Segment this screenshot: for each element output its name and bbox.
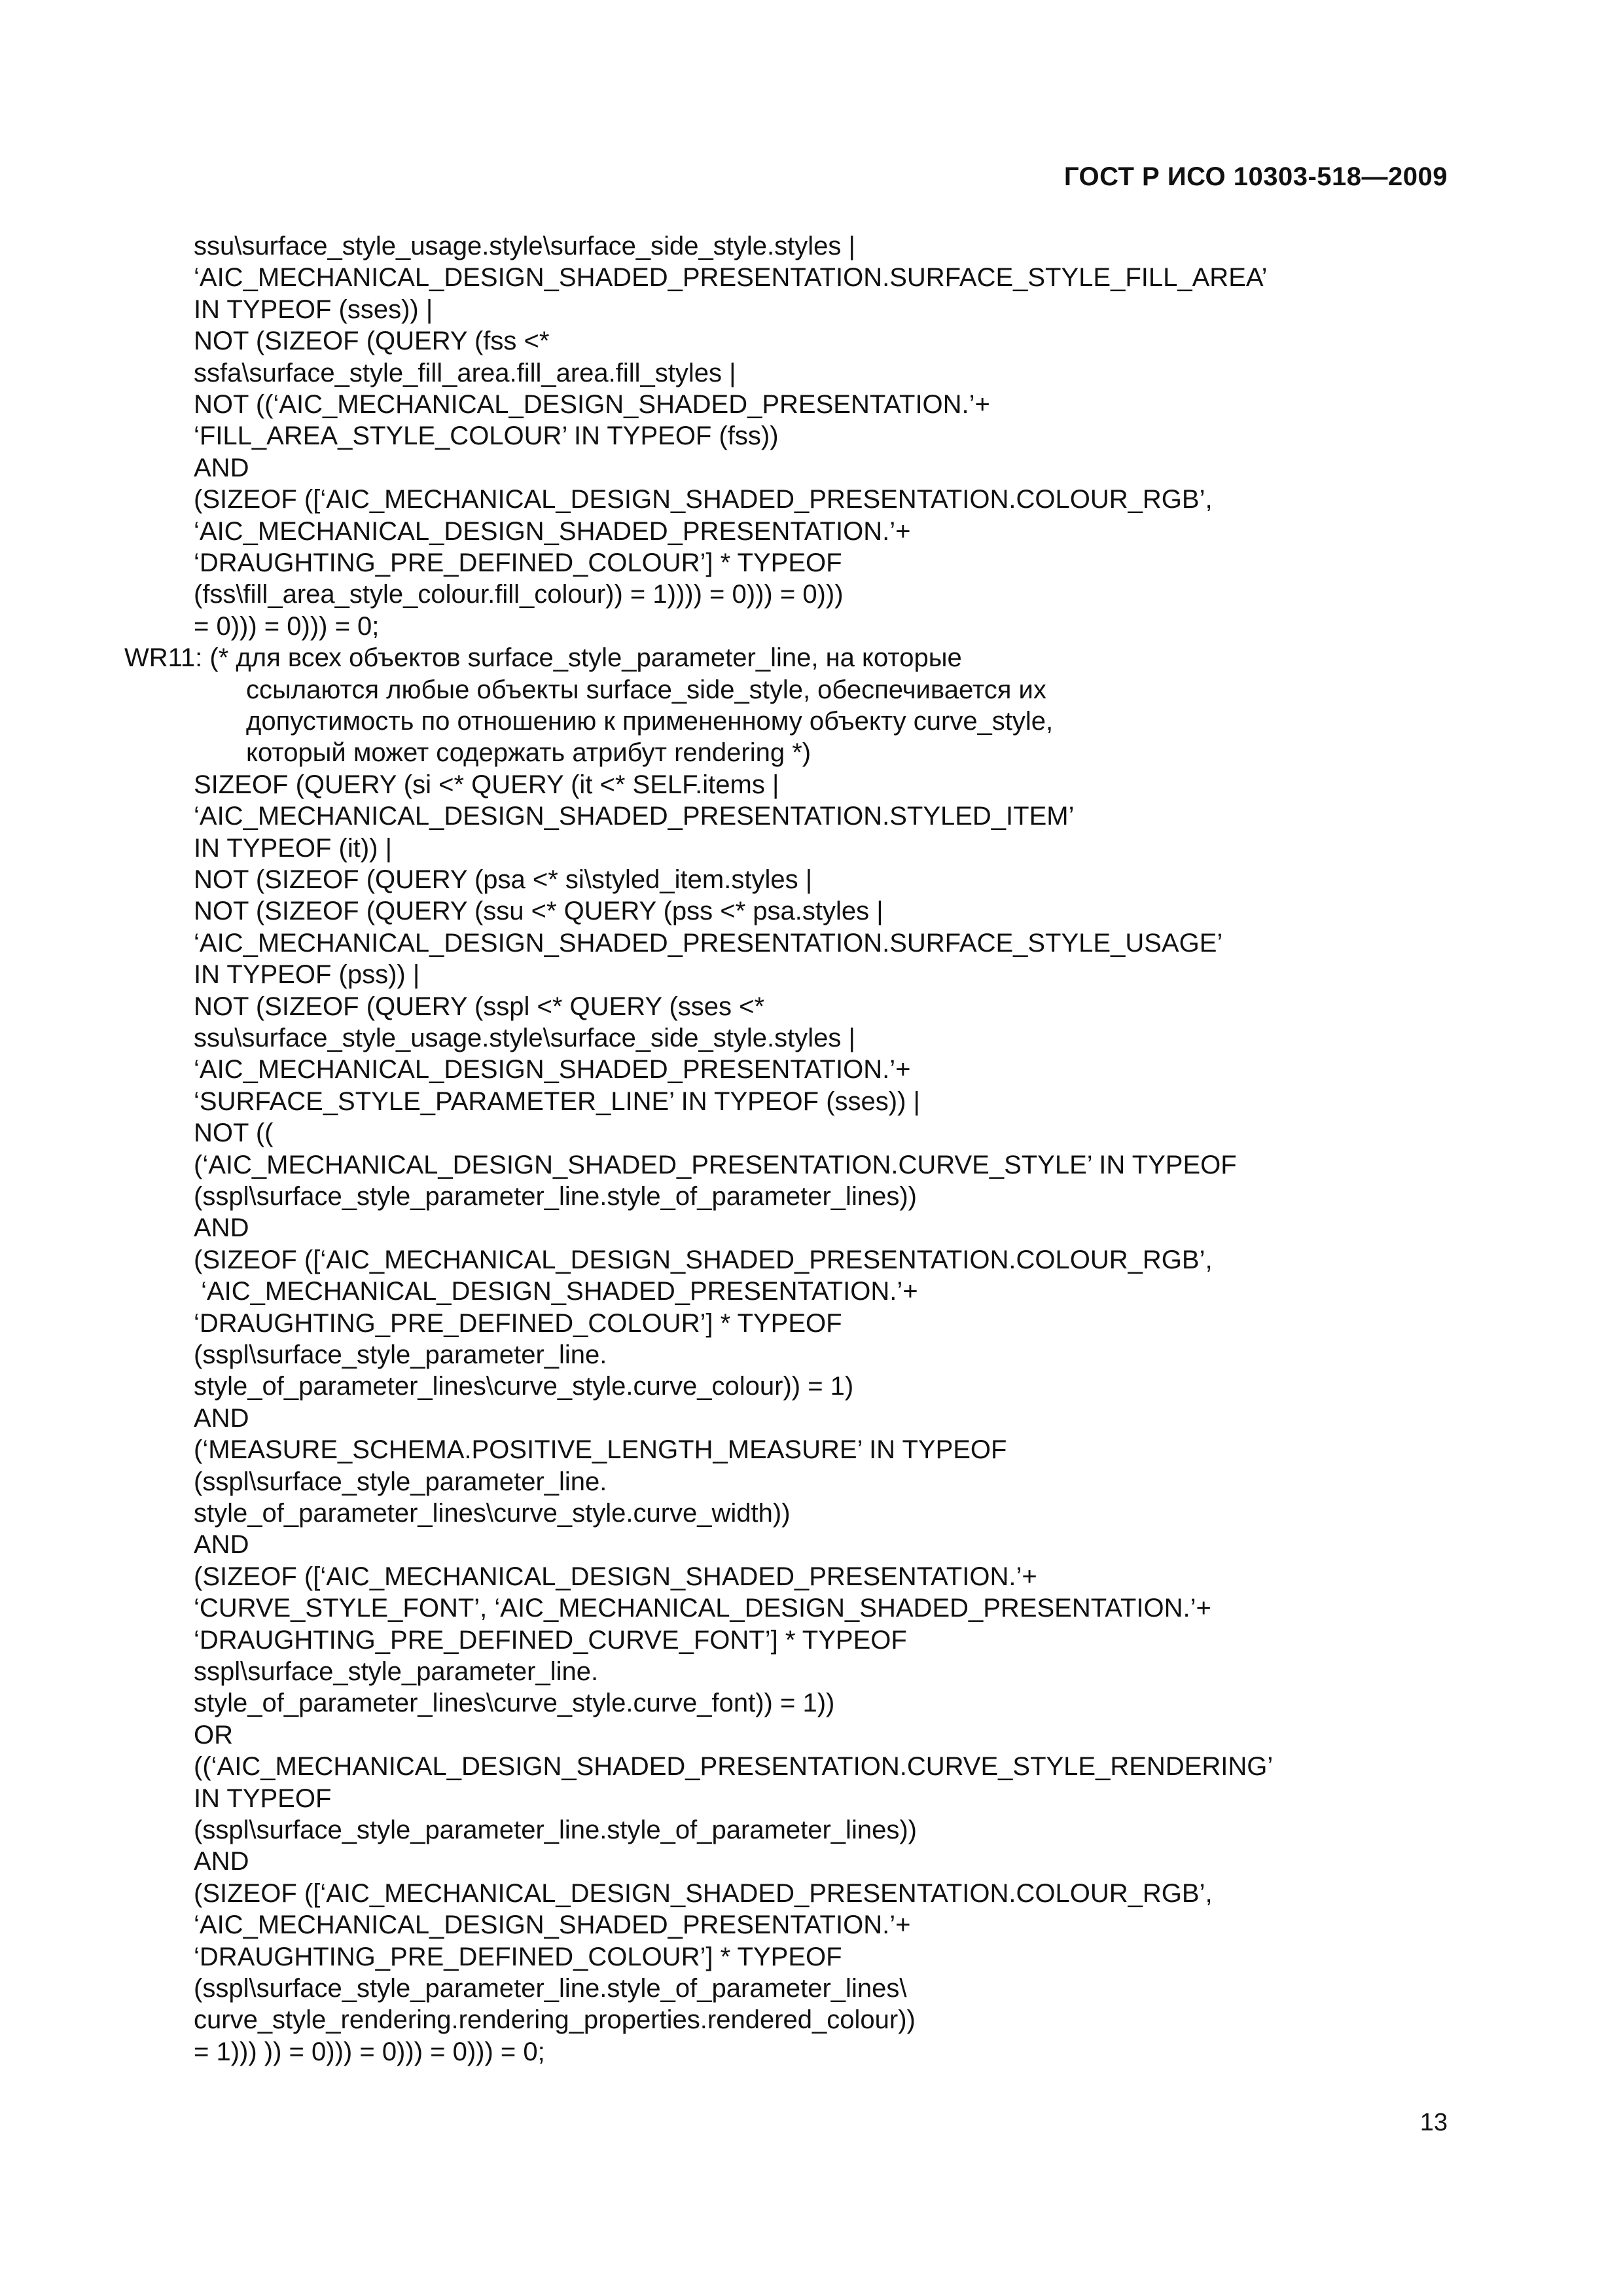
code-line: (sspl\surface_style_parameter_line.style_of_parameter_lines\ (194, 1974, 907, 2003)
code-line: ‘CURVE_STYLE_FONT’, ‘AIC_MECHANICAL_DESIGN_SHADED_PRESENTATION.’+ (194, 1594, 1211, 1623)
code-line: ‘AIC_MECHANICAL_DESIGN_SHADED_PRESENTATION.SURFACE_STYLE_FILL_AREA’ (194, 263, 1268, 293)
code-line: NOT (SIZEOF (QUERY (fss <* (194, 327, 550, 356)
code-line: SIZEOF (QUERY (si <* QUERY (it <* SELF.items | (194, 770, 779, 799)
code-line: (sspl\surface_style_parameter_line.style_of_parameter_lines)) (194, 1816, 917, 1844)
code-line: ‘AIC_MECHANICAL_DESIGN_SHADED_PRESENTATION.’+ (194, 1055, 911, 1085)
code-line: (sspl\surface_style_parameter_line.style_of_parameter_lines)) (194, 1182, 917, 1211)
code-line: ‘DRAUGHTING_PRE_DEFINED_CURVE_FONT’] * TYPEOF (194, 1625, 907, 1655)
code-line: NOT (SIZEOF (QUERY (ssu <* QUERY (pss <* psa.styles | (194, 897, 883, 926)
code-line: style_of_parameter_lines\curve_style.curve_colour)) = 1) (194, 1372, 854, 1401)
code-line: AND (194, 453, 249, 482)
code-line: ‘SURFACE_STYLE_PARAMETER_LINE’ IN TYPEOF (sses)) | (194, 1086, 920, 1116)
code-line: ‘AIC_MECHANICAL_DESIGN_SHADED_PRESENTATION.’+ (194, 1910, 911, 1940)
code-line: ссылаются любые объекты surface_side_style, обеспечивается их (246, 675, 1046, 704)
code-line: ssfa\surface_style_fill_area.fill_area.fill_styles | (194, 358, 736, 387)
code-line: ‘AIC_MECHANICAL_DESIGN_SHADED_PRESENTATION.STYLED_ITEM’ (194, 802, 1075, 831)
code-line: IN TYPEOF (194, 1784, 332, 1813)
code-line: который может содержать атрибут rendering *) (246, 738, 812, 768)
page-number: 13 (1419, 2109, 1448, 2136)
code-line: (SIZEOF ([‘AIC_MECHANICAL_DESIGN_SHADED_PRESENTATION.COLOUR_RGB’, (194, 485, 1213, 514)
code-line: WR11: (* для всех объектов surface_style_parameter_line, на которые (124, 643, 962, 673)
code-line: допустимость по отношению к примененному объекту curve_style, (246, 707, 1054, 736)
code-line: AND (194, 1213, 249, 1243)
code-line: IN TYPEOF (pss)) | (194, 960, 420, 990)
code-line: AND (194, 1530, 249, 1560)
code-line: (fss\fill_area_style_colour.fill_colour)) = 1)))) = 0))) = 0))) (194, 580, 844, 609)
code-line: OR (194, 1720, 233, 1749)
code-line: = 1))) )) = 0))) = 0))) = 0))) = 0; (194, 2037, 545, 2066)
page-header-standard-id: ГОСТ Р ИСО 10303-518—2009 (1063, 162, 1448, 191)
code-line: NOT (( (194, 1119, 274, 1148)
code-line: IN TYPEOF (sses)) | (194, 295, 433, 324)
code-line: (SIZEOF ([‘AIC_MECHANICAL_DESIGN_SHADED_PRESENTATION.COLOUR_RGB’, (194, 1878, 1213, 1908)
code-line: AND (194, 1403, 249, 1433)
code-line: ((‘AIC_MECHANICAL_DESIGN_SHADED_PRESENTATION.CURVE_STYLE_RENDERING’ (194, 1752, 1274, 1782)
code-line: ‘AIC_MECHANICAL_DESIGN_SHADED_PRESENTATION.’+ (194, 516, 911, 546)
code-line: curve_style_rendering.rendering_properties.rendered_colour)) (194, 2005, 916, 2035)
code-line: (‘MEASURE_SCHEMA.POSITIVE_LENGTH_MEASURE’ IN TYPEOF (194, 1435, 1007, 1465)
code-line: ssu\surface_style_usage.style\surface_side_style.styles | (194, 1024, 855, 1052)
code-line: ‘FILL_AREA_STYLE_COLOUR’ IN TYPEOF (fss)) (194, 422, 779, 451)
code-line: NOT (SIZEOF (QUERY (psa <* si\styled_item.styles | (194, 865, 813, 894)
code-line: = 0))) = 0))) = 0; (194, 611, 380, 641)
code-line: style_of_parameter_lines\curve_style.curve_font)) = 1)) (194, 1689, 835, 1718)
code-line: NOT ((‘AIC_MECHANICAL_DESIGN_SHADED_PRESENTATION.’+ (194, 390, 990, 419)
code-line: (sspl\surface_style_parameter_line. (194, 1340, 607, 1369)
code-line: (SIZEOF ([‘AIC_MECHANICAL_DESIGN_SHADED_PRESENTATION.COLOUR_RGB’, (194, 1245, 1213, 1274)
code-line: IN TYPEOF (it)) | (194, 833, 392, 863)
code-line: NOT (SIZEOF (QUERY (sspl <* QUERY (sses <* (194, 992, 765, 1021)
code-line: ‘AIC_MECHANICAL_DESIGN_SHADED_PRESENTATION.’+ (194, 1277, 918, 1306)
code-line: (sspl\surface_style_parameter_line. (194, 1467, 607, 1496)
code-line: (SIZEOF ([‘AIC_MECHANICAL_DESIGN_SHADED_PRESENTATION.’+ (194, 1562, 1037, 1591)
code-line: style_of_parameter_lines\curve_style.curve_width)) (194, 1499, 791, 1528)
code-line: AND (194, 1847, 249, 1876)
code-line: (‘AIC_MECHANICAL_DESIGN_SHADED_PRESENTATION.CURVE_STYLE’ IN TYPEOF (194, 1150, 1237, 1179)
code-line: sspl\surface_style_parameter_line. (194, 1657, 599, 1686)
code-line: ‘DRAUGHTING_PRE_DEFINED_COLOUR’] * TYPEOF (194, 1308, 842, 1338)
code-line: ‘DRAUGHTING_PRE_DEFINED_COLOUR’] * TYPEOF (194, 548, 842, 577)
code-line: ssu\surface_style_usage.style\surface_side_style.styles | (194, 232, 855, 260)
code-line: ‘AIC_MECHANICAL_DESIGN_SHADED_PRESENTATION.SURFACE_STYLE_USAGE’ (194, 928, 1223, 958)
code-line: ‘DRAUGHTING_PRE_DEFINED_COLOUR’] * TYPEOF (194, 1942, 842, 1971)
